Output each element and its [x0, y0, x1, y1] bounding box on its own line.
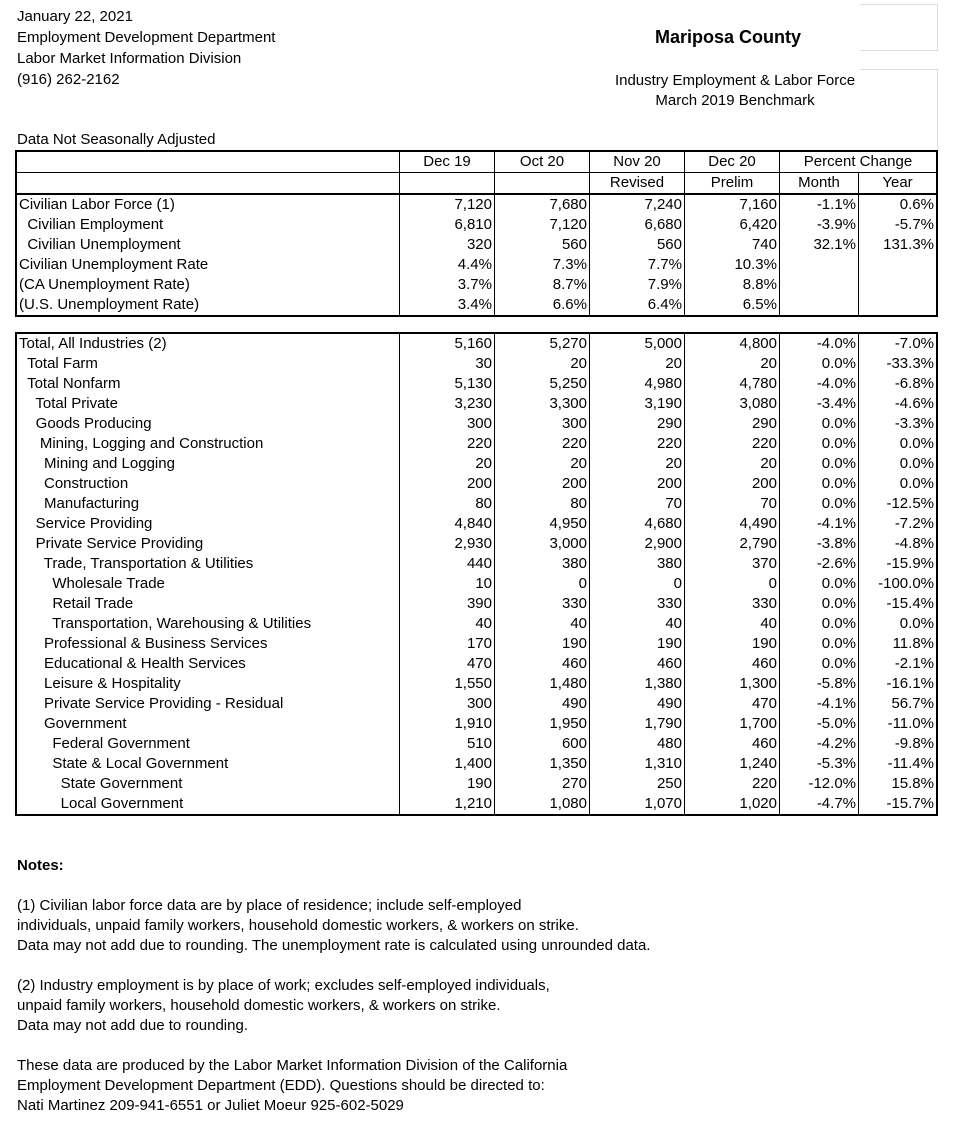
- note-3-line: Employment Development Department (EDD). Questions should be directed to:: [17, 1077, 545, 1094]
- value-nov20: 560: [590, 235, 685, 255]
- value-oct20: 5,250: [495, 374, 590, 394]
- pct-month: 0.0%: [780, 574, 859, 594]
- value-oct20: 1,080: [495, 794, 590, 815]
- pct-year: 0.6%: [859, 194, 938, 215]
- value-dec20: 220: [685, 434, 780, 454]
- subheader-blank: [400, 173, 495, 195]
- note-2-line: unpaid family workers, household domestic workers, & workers on strike.: [17, 997, 501, 1014]
- value-dec20: 6.5%: [685, 295, 780, 316]
- pct-year: [859, 255, 938, 275]
- row-label: Total Private: [19, 395, 118, 412]
- subtitle-line-2: March 2019 Benchmark: [655, 92, 815, 109]
- table-row: [16, 494, 937, 514]
- value-oct20: 4,950: [495, 514, 590, 534]
- value-oct20: 5,270: [495, 333, 590, 354]
- pct-month: [780, 295, 859, 316]
- value-dec19: 2,930: [400, 534, 495, 554]
- notes-section: [17, 856, 650, 1136]
- value-dec19: 200: [400, 474, 495, 494]
- value-dec19: 10: [400, 574, 495, 594]
- table-row: [16, 414, 937, 434]
- table-row: [16, 333, 937, 354]
- pct-month: -4.1%: [780, 514, 859, 534]
- value-dec19: 190: [400, 774, 495, 794]
- pct-month: 32.1%: [780, 235, 859, 255]
- value-dec19: 170: [400, 634, 495, 654]
- industry-table: [15, 332, 938, 816]
- value-nov20: 20: [590, 354, 685, 374]
- value-nov20: 220: [590, 434, 685, 454]
- value-dec19: 3.7%: [400, 275, 495, 295]
- row-label: State & Local Government: [19, 755, 229, 772]
- row-label: Wholesale Trade: [19, 575, 165, 592]
- table-row: [16, 594, 937, 614]
- row-label: Local Government: [19, 795, 184, 812]
- table-row: [16, 654, 937, 674]
- report-date: January 22, 2021: [17, 8, 133, 25]
- note-2: [17, 976, 650, 1036]
- table-row: [16, 215, 937, 235]
- value-oct20: 380: [495, 554, 590, 574]
- pct-year: -100.0%: [859, 574, 938, 594]
- table-row: [16, 354, 937, 374]
- row-label: (CA Unemployment Rate): [19, 276, 190, 293]
- col-header-oct20: Oct 20: [495, 151, 590, 173]
- value-nov20: 6,680: [590, 215, 685, 235]
- value-nov20: 7,240: [590, 194, 685, 215]
- value-oct20: 0: [495, 574, 590, 594]
- value-nov20: 330: [590, 594, 685, 614]
- pct-year: -7.0%: [859, 333, 938, 354]
- pct-year: -7.2%: [859, 514, 938, 534]
- pct-month: 0.0%: [780, 454, 859, 474]
- value-oct20: 200: [495, 474, 590, 494]
- value-oct20: 8.7%: [495, 275, 590, 295]
- pct-year: -9.8%: [859, 734, 938, 754]
- row-label: Trade, Transportation & Utilities: [19, 555, 254, 572]
- table-row: [16, 454, 937, 474]
- value-dec20: 4,800: [685, 333, 780, 354]
- row-label: State Government: [19, 775, 183, 792]
- value-oct20: 1,950: [495, 714, 590, 734]
- value-oct20: 7.3%: [495, 255, 590, 275]
- value-dec20: 70: [685, 494, 780, 514]
- frame-line: [937, 4, 938, 50]
- value-dec19: 4,840: [400, 514, 495, 534]
- row-label: Government: [19, 715, 127, 732]
- table-row: [16, 794, 937, 815]
- row-label: Mining and Logging: [19, 455, 175, 472]
- value-dec20: 3,080: [685, 394, 780, 414]
- value-dec19: 300: [400, 414, 495, 434]
- row-label: Leisure & Hospitality: [19, 675, 181, 692]
- value-dec19: 30: [400, 354, 495, 374]
- value-oct20: 190: [495, 634, 590, 654]
- pct-year: 0.0%: [859, 434, 938, 454]
- value-dec19: 1,910: [400, 714, 495, 734]
- note-1: [17, 896, 650, 956]
- county-title: Mariposa County: [655, 27, 802, 47]
- value-oct20: 490: [495, 694, 590, 714]
- row-label: Retail Trade: [19, 595, 134, 612]
- value-nov20: 1,070: [590, 794, 685, 815]
- table-row: [16, 394, 937, 414]
- value-nov20: 290: [590, 414, 685, 434]
- pct-month: -5.3%: [780, 754, 859, 774]
- value-oct20: 20: [495, 354, 590, 374]
- pct-month: -2.6%: [780, 554, 859, 574]
- pct-year: 0.0%: [859, 474, 938, 494]
- note-2-line: Data may not add due to rounding.: [17, 1017, 248, 1034]
- row-label: Manufacturing: [19, 495, 140, 512]
- value-oct20: 1,350: [495, 754, 590, 774]
- value-nov20: 7.7%: [590, 255, 685, 275]
- header-blank: [16, 151, 400, 173]
- row-label: Educational & Health Services: [19, 655, 246, 672]
- value-nov20: 480: [590, 734, 685, 754]
- value-dec20: 740: [685, 235, 780, 255]
- pct-year: 56.7%: [859, 694, 938, 714]
- value-nov20: 460: [590, 654, 685, 674]
- col-header-dec19: Dec 19: [400, 151, 495, 173]
- value-dec19: 510: [400, 734, 495, 754]
- row-label: Transportation, Warehousing & Utilities: [19, 615, 312, 632]
- table-row: [16, 754, 937, 774]
- row-label: Private Service Providing: [19, 535, 204, 552]
- pct-year: -15.4%: [859, 594, 938, 614]
- value-dec19: 440: [400, 554, 495, 574]
- frame-line: [860, 69, 938, 70]
- row-label: Civilian Unemployment Rate: [19, 256, 209, 273]
- row-label: Total Nonfarm: [19, 375, 121, 392]
- value-dec20: 4,780: [685, 374, 780, 394]
- note-1-line: Data may not add due to rounding. The unemployment rate is calculated using unrounded data.: [17, 937, 651, 954]
- pct-year: -5.7%: [859, 215, 938, 235]
- pct-month: 0.0%: [780, 494, 859, 514]
- table-row: [16, 235, 937, 255]
- pct-month: -5.0%: [780, 714, 859, 734]
- value-dec20: 460: [685, 654, 780, 674]
- pct-month: -4.0%: [780, 333, 859, 354]
- value-nov20: 7.9%: [590, 275, 685, 295]
- value-dec19: 320: [400, 235, 495, 255]
- pct-year: [859, 295, 938, 316]
- value-dec20: 330: [685, 594, 780, 614]
- value-nov20: 250: [590, 774, 685, 794]
- value-dec19: 40: [400, 614, 495, 634]
- value-oct20: 3,300: [495, 394, 590, 414]
- value-oct20: 3,000: [495, 534, 590, 554]
- value-dec20: 220: [685, 774, 780, 794]
- value-nov20: 490: [590, 694, 685, 714]
- col-header-percent-change: Percent Change: [780, 151, 938, 173]
- value-nov20: 6.4%: [590, 295, 685, 316]
- value-nov20: 1,380: [590, 674, 685, 694]
- pct-month: -3.8%: [780, 534, 859, 554]
- pct-month: 0.0%: [780, 634, 859, 654]
- subheader-blank: [16, 173, 400, 195]
- pct-year: 11.8%: [859, 634, 938, 654]
- value-oct20: 300: [495, 414, 590, 434]
- value-nov20: 5,000: [590, 333, 685, 354]
- value-dec19: 20: [400, 454, 495, 474]
- table-row: [16, 255, 937, 275]
- note-1-line: individuals, unpaid family workers, household domestic workers, & workers on strike.: [17, 917, 579, 934]
- pct-month: 0.0%: [780, 434, 859, 454]
- value-dec19: 5,130: [400, 374, 495, 394]
- value-nov20: 200: [590, 474, 685, 494]
- value-dec20: 2,790: [685, 534, 780, 554]
- value-nov20: 0: [590, 574, 685, 594]
- table-row: [16, 734, 937, 754]
- value-oct20: 330: [495, 594, 590, 614]
- pct-year: 15.8%: [859, 774, 938, 794]
- subheader-blank: [495, 173, 590, 195]
- table-row: [16, 434, 937, 454]
- value-oct20: 20: [495, 454, 590, 474]
- value-dec20: 20: [685, 354, 780, 374]
- value-dec19: 1,400: [400, 754, 495, 774]
- value-dec19: 6,810: [400, 215, 495, 235]
- value-nov20: 40: [590, 614, 685, 634]
- labor-force-table: [15, 150, 938, 317]
- value-oct20: 80: [495, 494, 590, 514]
- value-dec19: 1,550: [400, 674, 495, 694]
- value-dec19: 5,160: [400, 333, 495, 354]
- note-1-line: (1) Civilian labor force data are by place of residence; include self-employed: [17, 897, 522, 914]
- value-dec20: 290: [685, 414, 780, 434]
- value-dec20: 460: [685, 734, 780, 754]
- value-nov20: 1,310: [590, 754, 685, 774]
- adjustment-note: Data Not Seasonally Adjusted: [17, 131, 216, 148]
- row-label: Total Farm: [19, 355, 98, 372]
- table-row: [16, 275, 937, 295]
- pct-year: 0.0%: [859, 614, 938, 634]
- report-subtitle: [560, 71, 910, 111]
- pct-month: 0.0%: [780, 614, 859, 634]
- value-dec20: 40: [685, 614, 780, 634]
- value-dec20: 1,020: [685, 794, 780, 815]
- value-nov20: 190: [590, 634, 685, 654]
- value-dec20: 7,160: [685, 194, 780, 215]
- value-dec20: 190: [685, 634, 780, 654]
- notes-title: Notes:: [17, 857, 64, 874]
- value-dec20: 0: [685, 574, 780, 594]
- subheader-month: Month: [780, 173, 859, 195]
- pct-month: [780, 255, 859, 275]
- value-oct20: 220: [495, 434, 590, 454]
- value-dec20: 8.8%: [685, 275, 780, 295]
- pct-month: 0.0%: [780, 594, 859, 614]
- pct-year: -15.9%: [859, 554, 938, 574]
- value-oct20: 600: [495, 734, 590, 754]
- pct-month: -5.8%: [780, 674, 859, 694]
- row-label: Goods Producing: [19, 415, 152, 432]
- note-2-line: (2) Industry employment is by place of work; excludes self-employed individuals,: [17, 977, 550, 994]
- value-oct20: 1,480: [495, 674, 590, 694]
- row-label: Federal Government: [19, 735, 190, 752]
- value-dec20: 20: [685, 454, 780, 474]
- pct-year: -2.1%: [859, 654, 938, 674]
- division-name: Labor Market Information Division: [17, 50, 242, 67]
- table-row: [16, 554, 937, 574]
- row-label: Mining, Logging and Construction: [19, 435, 264, 452]
- pct-year: -3.3%: [859, 414, 938, 434]
- pct-month: -4.1%: [780, 694, 859, 714]
- table-row: [16, 295, 937, 316]
- header-row: [16, 151, 937, 173]
- value-dec20: 370: [685, 554, 780, 574]
- pct-year: -33.3%: [859, 354, 938, 374]
- value-nov20: 1,790: [590, 714, 685, 734]
- pct-year: -4.6%: [859, 394, 938, 414]
- table-row: [16, 194, 937, 215]
- pct-month: 0.0%: [780, 474, 859, 494]
- table-row: [16, 614, 937, 634]
- note-3-line: Nati Martinez 209-941-6551 or Juliet Moeur 925-602-5029: [17, 1097, 404, 1114]
- subheader-year: Year: [859, 173, 938, 195]
- value-nov20: 4,680: [590, 514, 685, 534]
- subheader-revised: Revised: [590, 173, 685, 195]
- pct-month: -4.7%: [780, 794, 859, 815]
- table-row: [16, 674, 937, 694]
- subtitle-line-1: Industry Employment & Labor Force: [614, 72, 856, 89]
- pct-year: -12.5%: [859, 494, 938, 514]
- subheader-prelim: Prelim: [685, 173, 780, 195]
- table-row: [16, 474, 937, 494]
- pct-month: 0.0%: [780, 354, 859, 374]
- pct-year: -6.8%: [859, 374, 938, 394]
- pct-month: -3.4%: [780, 394, 859, 414]
- pct-year: -11.4%: [859, 754, 938, 774]
- value-dec20: 200: [685, 474, 780, 494]
- pct-month: -12.0%: [780, 774, 859, 794]
- table-row: [16, 714, 937, 734]
- table-row: [16, 694, 937, 714]
- frame-line: [860, 4, 938, 5]
- pct-year: 131.3%: [859, 235, 938, 255]
- frame-line: [860, 50, 938, 51]
- value-oct20: 40: [495, 614, 590, 634]
- phone-number: (916) 262-2162: [17, 71, 120, 88]
- value-dec20: 1,700: [685, 714, 780, 734]
- table-row: [16, 574, 937, 594]
- row-label: Construction: [19, 475, 129, 492]
- pct-year: -4.8%: [859, 534, 938, 554]
- table-row: [16, 534, 937, 554]
- value-nov20: 4,980: [590, 374, 685, 394]
- pct-month: [780, 275, 859, 295]
- row-label: Private Service Providing - Residual: [19, 695, 284, 712]
- pct-year: -11.0%: [859, 714, 938, 734]
- table-row: [16, 374, 937, 394]
- pct-month: 0.0%: [780, 414, 859, 434]
- pct-year: 0.0%: [859, 454, 938, 474]
- value-nov20: 3,190: [590, 394, 685, 414]
- col-header-dec20: Dec 20: [685, 151, 780, 173]
- value-dec19: 1,210: [400, 794, 495, 815]
- row-label: Total, All Industries (2): [19, 335, 167, 352]
- value-dec20: 1,300: [685, 674, 780, 694]
- department-name: Employment Development Department: [17, 29, 276, 46]
- value-nov20: 2,900: [590, 534, 685, 554]
- value-oct20: 7,120: [495, 215, 590, 235]
- pct-month: -1.1%: [780, 194, 859, 215]
- value-nov20: 70: [590, 494, 685, 514]
- col-header-nov20: Nov 20: [590, 151, 685, 173]
- value-nov20: 380: [590, 554, 685, 574]
- table-row: [16, 774, 937, 794]
- value-oct20: 270: [495, 774, 590, 794]
- value-dec19: 220: [400, 434, 495, 454]
- table-row: [16, 514, 937, 534]
- pct-year: -16.1%: [859, 674, 938, 694]
- note-3-line: These data are produced by the Labor Market Information Division of the California: [17, 1057, 568, 1074]
- value-dec20: 6,420: [685, 215, 780, 235]
- value-dec19: 7,120: [400, 194, 495, 215]
- row-label: Service Providing: [19, 515, 153, 532]
- value-dec20: 4,490: [685, 514, 780, 534]
- row-label: Civilian Employment: [19, 216, 164, 233]
- value-dec19: 3,230: [400, 394, 495, 414]
- pct-month: -4.2%: [780, 734, 859, 754]
- row-label: Professional & Business Services: [19, 635, 268, 652]
- pct-month: -3.9%: [780, 215, 859, 235]
- value-dec19: 470: [400, 654, 495, 674]
- value-oct20: 560: [495, 235, 590, 255]
- pct-year: [859, 275, 938, 295]
- value-dec19: 80: [400, 494, 495, 514]
- value-dec19: 4.4%: [400, 255, 495, 275]
- value-oct20: 460: [495, 654, 590, 674]
- subheader-row: [16, 173, 937, 195]
- report-header: [17, 6, 275, 90]
- value-dec20: 10.3%: [685, 255, 780, 275]
- value-nov20: 20: [590, 454, 685, 474]
- value-oct20: 6.6%: [495, 295, 590, 316]
- value-dec19: 3.4%: [400, 295, 495, 316]
- value-dec20: 470: [685, 694, 780, 714]
- value-oct20: 7,680: [495, 194, 590, 215]
- value-dec19: 300: [400, 694, 495, 714]
- row-label: (U.S. Unemployment Rate): [19, 296, 200, 313]
- table-row: [16, 634, 937, 654]
- pct-month: -4.0%: [780, 374, 859, 394]
- value-dec19: 390: [400, 594, 495, 614]
- pct-year: -15.7%: [859, 794, 938, 815]
- row-label: Civilian Unemployment: [19, 236, 181, 253]
- row-label: Civilian Labor Force (1): [19, 196, 175, 213]
- pct-month: 0.0%: [780, 654, 859, 674]
- value-dec20: 1,240: [685, 754, 780, 774]
- frame-line: [937, 69, 938, 150]
- note-3: [17, 1056, 650, 1116]
